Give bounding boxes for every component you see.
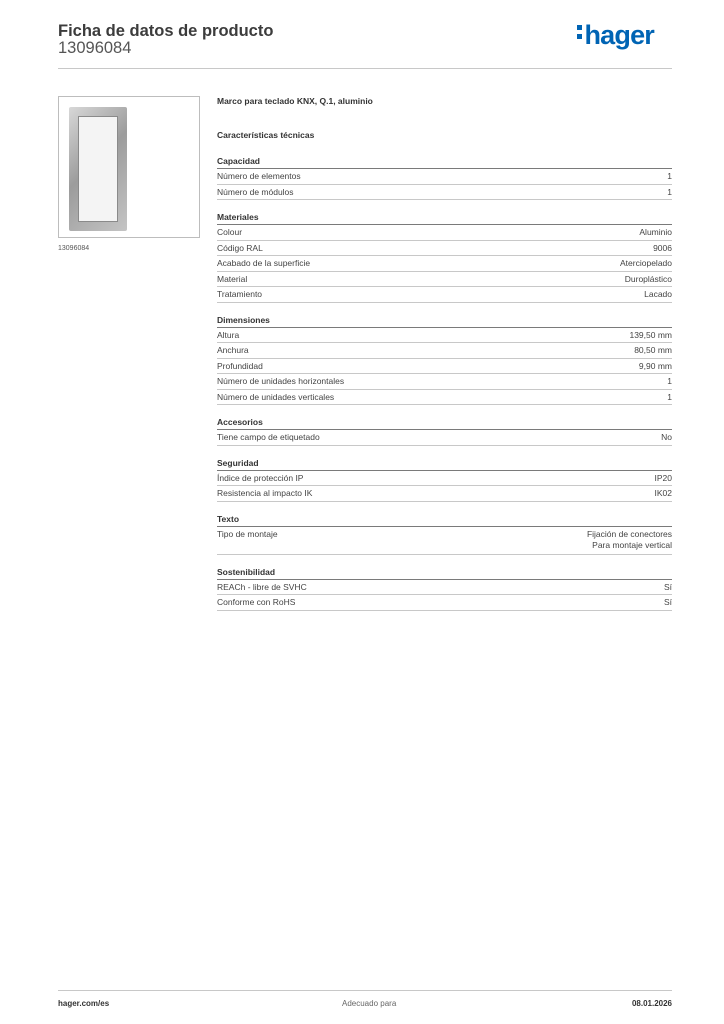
footer-date: 08.01.2026 <box>631 999 672 1008</box>
product-code: 13096084 <box>58 39 132 57</box>
footer-website-link[interactable]: hager.com/es <box>58 999 110 1008</box>
spec-value <box>587 529 672 551</box>
spec-row <box>217 390 672 406</box>
spec-section <box>217 458 672 502</box>
section-title: Sostenibilidad <box>217 567 672 580</box>
section-title: Materiales <box>217 212 672 225</box>
spec-label: Número de unidades verticales <box>217 391 335 402</box>
spec-value: 139,50 mm <box>629 329 672 340</box>
spec-row <box>217 343 672 359</box>
spec-value: 9006 <box>653 242 672 253</box>
frame-image-icon <box>69 107 127 231</box>
spec-row <box>217 486 672 502</box>
spec-section <box>217 417 672 446</box>
section-title: Texto <box>217 514 672 527</box>
spec-row <box>217 430 672 446</box>
spec-value: 1 <box>667 391 672 402</box>
spec-label: Tiene campo de etiquetado <box>217 432 320 442</box>
spec-label: Resistencia al impacto IK <box>217 488 313 498</box>
spec-row <box>217 241 672 257</box>
document-footer <box>58 990 672 1011</box>
spec-value-line: Fijación de conectores <box>586 528 672 539</box>
spec-row <box>217 595 672 611</box>
spec-label: Número de elementos <box>217 171 301 181</box>
spec-row <box>217 169 672 185</box>
spec-label: Material <box>217 273 248 284</box>
spec-label: REACh - libre de SVHC <box>217 581 307 592</box>
spec-value: Sí <box>663 597 672 607</box>
spec-section <box>217 514 672 555</box>
section-title: Seguridad <box>217 458 672 471</box>
spec-value: 1 <box>667 171 672 181</box>
spec-label: Tipo de montaje <box>217 528 278 539</box>
spec-label: Conforme con RoHS <box>217 597 296 607</box>
image-caption: 13096084 <box>58 245 90 252</box>
spec-row <box>217 272 672 288</box>
spec-value: IP20 <box>654 472 672 483</box>
spec-sections <box>217 156 672 611</box>
spec-label: Código RAL <box>217 242 263 253</box>
spec-value: Lacado <box>644 289 672 299</box>
spec-label: Profundidad <box>217 360 263 371</box>
spec-value: No <box>661 432 672 442</box>
spec-section <box>217 567 672 611</box>
spec-row <box>217 328 672 344</box>
spec-row <box>217 359 672 375</box>
spec-value: 1 <box>667 376 672 386</box>
technical-characteristics-title: Características técnicas <box>217 130 315 140</box>
document-header <box>58 20 672 70</box>
spec-value: 1 <box>667 186 672 197</box>
section-title: Dimensiones <box>217 315 672 328</box>
spec-section <box>217 315 672 406</box>
spec-row <box>217 185 672 201</box>
section-title: Capacidad <box>217 156 672 169</box>
footer-note: Adecuado para <box>342 999 397 1008</box>
spec-value: Sí <box>663 581 672 592</box>
spec-row <box>217 580 672 596</box>
logo-colon-icon <box>577 22 582 43</box>
spec-row <box>217 374 672 390</box>
spec-value: Aterciopelado <box>620 258 672 268</box>
spec-value: 9,90 mm <box>638 360 672 371</box>
spec-value: Aluminio <box>639 227 672 237</box>
product-title: Marco para teclado KNX, Q.1, aluminio <box>217 96 373 106</box>
header-divider <box>58 68 672 69</box>
spec-section <box>217 156 672 200</box>
spec-label: Número de módulos <box>217 186 294 197</box>
spec-value-line: Para montaje vertical <box>592 539 672 550</box>
spec-value: 80,50 mm <box>634 345 672 355</box>
spec-value: Duroplástico <box>624 273 672 284</box>
spec-label: Altura <box>217 329 240 340</box>
spec-label: Colour <box>217 227 243 237</box>
spec-row <box>217 471 672 487</box>
spec-label: Número de unidades horizontales <box>217 376 345 386</box>
product-image <box>58 96 200 238</box>
logo-text: hager <box>584 20 654 50</box>
spec-label: Acabado de la superficie <box>217 258 311 268</box>
spec-section <box>217 212 672 303</box>
spec-label: Anchura <box>217 345 249 355</box>
spec-value: IK02 <box>654 488 672 498</box>
spec-row <box>217 287 672 303</box>
section-title: Accesorios <box>217 417 672 430</box>
spec-row <box>217 225 672 241</box>
spec-label: Índice de protección IP <box>217 472 304 483</box>
product-details <box>217 96 672 611</box>
spec-row <box>217 527 672 555</box>
spec-label: Tratamiento <box>217 289 263 299</box>
hager-logo[interactable] <box>577 20 654 51</box>
spec-row <box>217 256 672 272</box>
document-title: Ficha de datos de producto <box>58 22 274 40</box>
